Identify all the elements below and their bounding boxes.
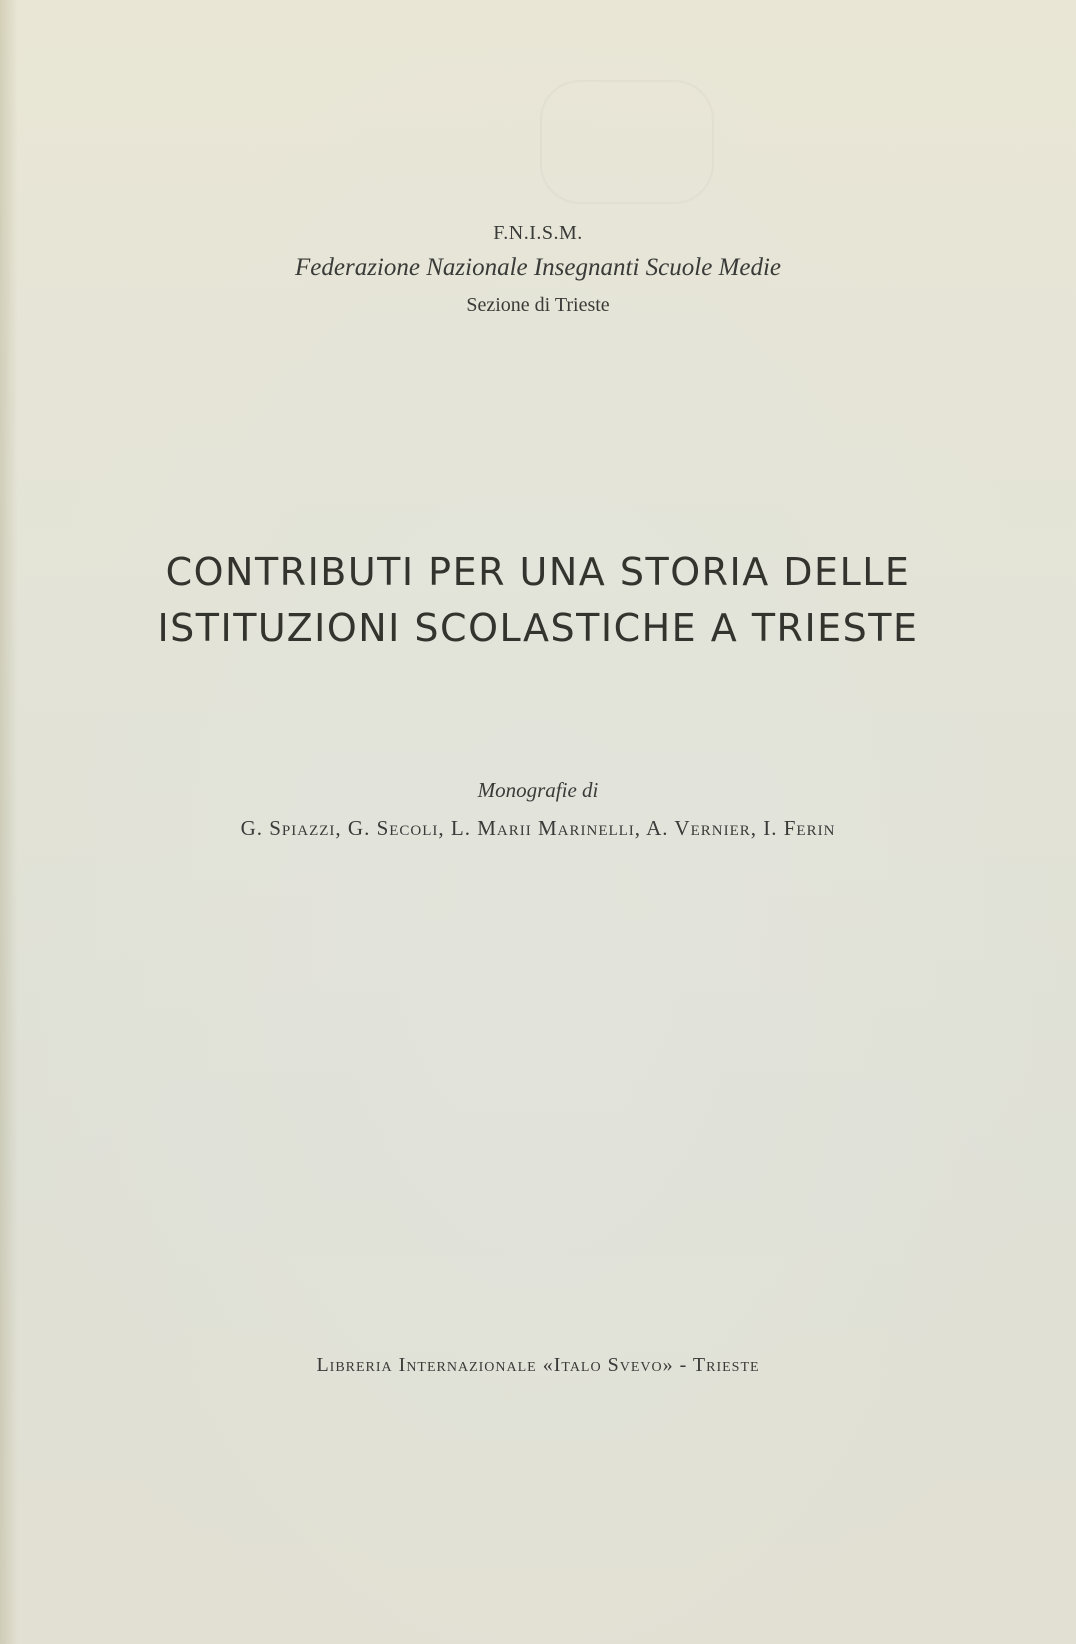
authors-list: G. Spiazzi, G. Secoli, L. Marii Marinelli, A. Vernier, I. Ferin bbox=[240, 816, 836, 840]
organization-section: Sezione di Trieste bbox=[466, 294, 610, 316]
monographs-label: Monografie di bbox=[477, 778, 599, 802]
book-title-line-2: ISTITUZIONI SCOLASTICHE A TRIESTE bbox=[157, 606, 919, 650]
faded-library-stamp bbox=[540, 80, 714, 204]
organization-full-name: Federazione Nazionale Insegnanti Scuole Medie bbox=[295, 254, 781, 281]
organization-abbreviation: F.N.I.S.M. bbox=[493, 222, 583, 244]
book-title-line-1: CONTRIBUTI PER UNA STORIA DELLE bbox=[165, 550, 911, 594]
publisher-imprint: Libreria Internazionale «Italo Svevo» - Trieste bbox=[316, 1354, 760, 1376]
